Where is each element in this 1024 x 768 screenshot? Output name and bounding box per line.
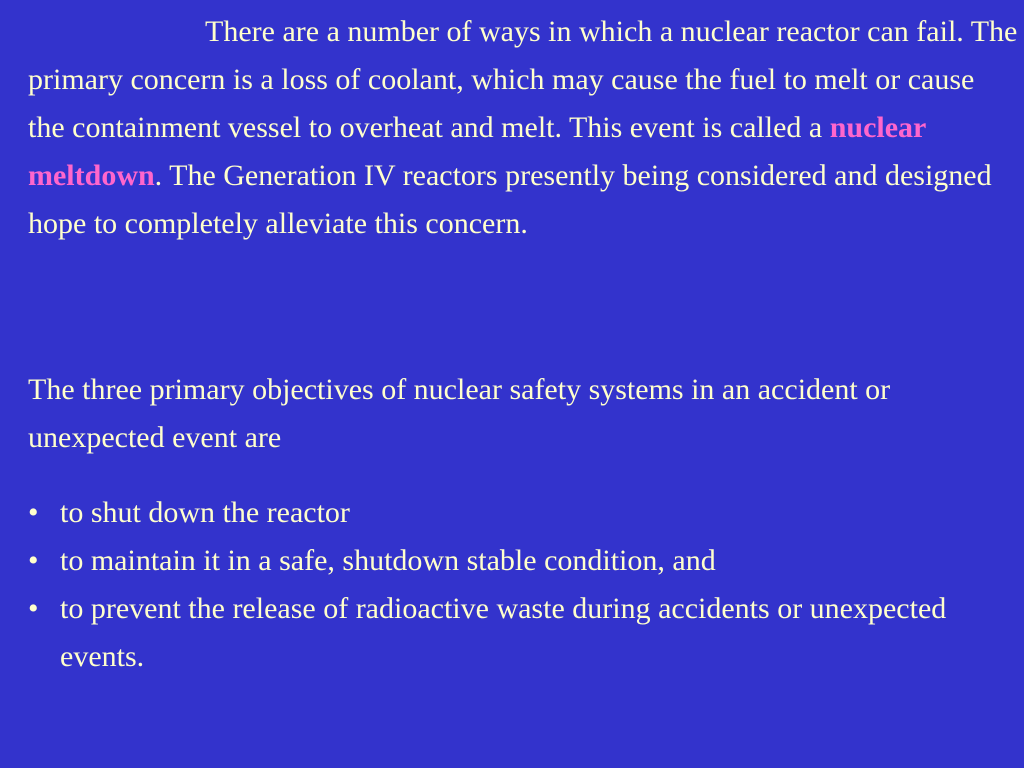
objectives-paragraph: The three primary objectives of nuclear safety systems in an accident or unexpected event are <box>28 373 891 454</box>
bullet-icon: • <box>28 592 39 625</box>
list-item-text: to prevent the release of radioactive waste during accidents or unexpected events. <box>60 592 947 673</box>
intro-text-part2: . The Generation IV reactors presently being considered and designed hope to completely alleviate this concern. <box>28 159 992 240</box>
bullet-icon: • <box>28 544 39 577</box>
bullet-icon: • <box>28 496 39 529</box>
list-item-text: to maintain it in a safe, shutdown stable condition, and <box>60 544 716 577</box>
list-item-text: to shut down the reactor <box>60 496 350 529</box>
list-item <box>28 537 1018 585</box>
intro-text-part1: There are a number of ways in which a nuclear reactor can fail. The primary concern is a loss of coolant, which may cause the fuel to melt or cause the containment vessel to overheat and melt. This event is called a <box>28 15 1018 144</box>
objectives-list <box>28 489 1018 681</box>
list-item <box>28 489 1018 537</box>
nuclear-meltdown-term: nuclear meltdown <box>28 111 926 192</box>
list-item <box>28 585 1018 681</box>
intro-paragraph <box>28 8 1018 248</box>
